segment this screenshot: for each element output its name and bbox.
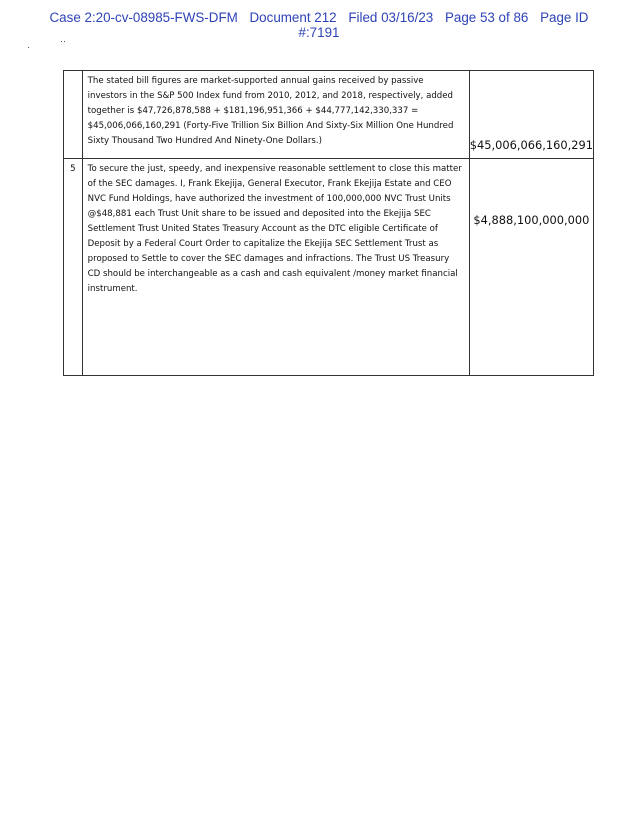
page-count: Page 53 of 86	[444, 10, 529, 25]
page-id: #:7191	[298, 25, 340, 40]
row-amount: $4,888,100,000,000	[469, 159, 593, 376]
filed-date: Filed 03/16/23	[348, 10, 434, 25]
case-header	[0, 10, 638, 40]
scan-mark: ··	[60, 36, 66, 46]
page-id-label: Page ID	[540, 10, 589, 25]
table-row	[64, 159, 594, 376]
document-number: Document 212	[249, 10, 337, 25]
settlement-table	[63, 70, 594, 376]
row-description-text: The stated bill figures are market-supported annual gains received by passive investors in the S&P 500 Index fund from 2010, 2012, and 2018, respectively, added together is $47,726,878,588 + $181,196,951,366 + $44,777,142,330,337 = $45,006,066,160,291 (Forty-Five Trillion Six Billion And Sixty-Six Million One Hundred Sixty Thousand Two Hundred And Ninety-One Dollars.)	[87, 76, 454, 146]
row-description	[82, 159, 469, 376]
table-row	[64, 71, 594, 159]
row-amount: $45,006,066,160,291	[469, 71, 593, 159]
row-number	[64, 71, 83, 159]
case-header-line	[0, 10, 638, 25]
row-number: 5	[64, 159, 83, 376]
scan-mark: ·	[27, 42, 30, 52]
row-description	[82, 71, 469, 159]
case-number: Case 2:20-cv-08985-FWS-DFM	[49, 10, 238, 25]
row-description-text: To secure the just, speedy, and inexpensive reasonable settlement to close this matter of the SEC damages. I, Frank Ekejija, General Executor, Frank Ekejija Estate and CEO NVC Fund Holdings, have authorized the investment of 100,000,000 NVC Trust Units @$48,881 each Trust Unit share to be issued and deposited into the Ekejija SEC Settlement Trust United States Treasury Account as the DTC eligible Certificate of Deposit by a Federal Court Order to capitalize the Ekejija SEC Settlement Trust as proposed to Settle to cover the SEC damages and infractions. The Trust US Treasury CD should be interchangeable as a cash and cash equivalent /money market financial instrument.	[87, 164, 462, 294]
